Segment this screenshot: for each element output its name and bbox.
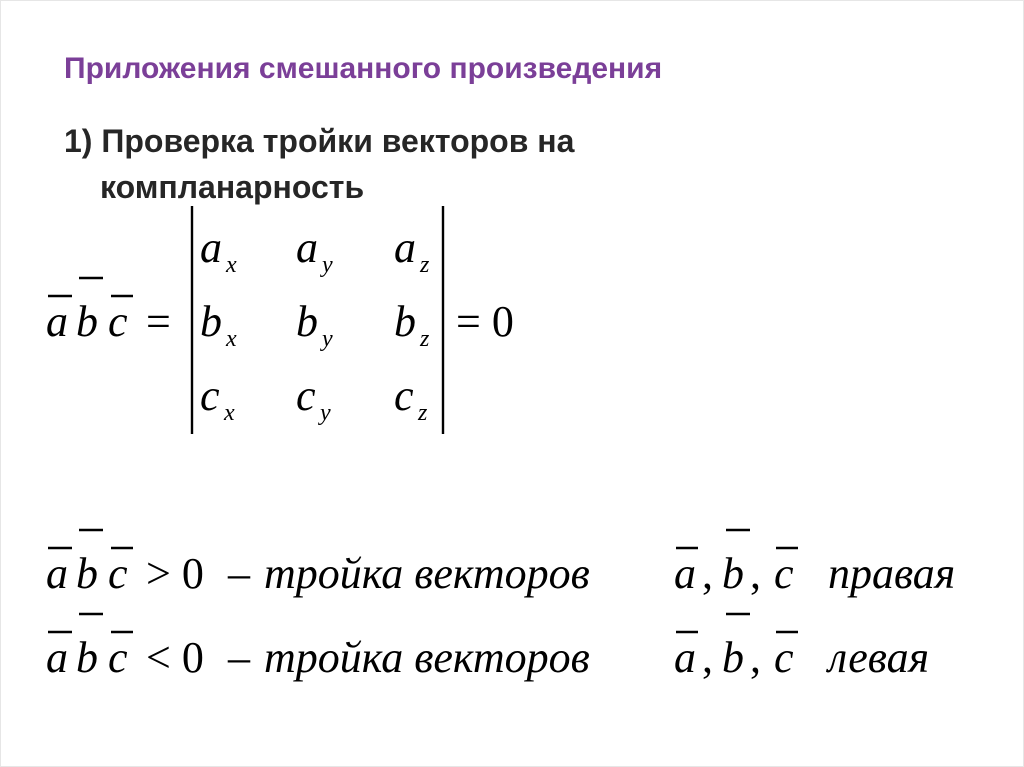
matrix-entry: c <box>200 371 220 420</box>
matrix-entry-subscript: y <box>320 400 331 426</box>
vector-b: b <box>76 633 98 682</box>
equals-zero: = 0 <box>456 297 514 346</box>
phrase-triple-of-vectors: тройка векторов <box>264 633 590 682</box>
matrix-entry-subscript: x <box>226 252 237 278</box>
vector-c: c <box>774 633 794 682</box>
phrase-triple-of-vectors: тройка векторов <box>264 549 590 598</box>
comma: , <box>702 633 713 682</box>
vector-b: b <box>76 549 98 598</box>
equals-sign: = <box>146 297 171 346</box>
list-item-1-line-2: компланарность <box>100 169 365 205</box>
matrix-entry-subscript: z <box>420 252 430 278</box>
determinant-formula <box>46 206 514 434</box>
vector-a: a <box>46 297 68 346</box>
matrix-entry-subscript: x <box>224 400 235 426</box>
matrix-entry: a <box>200 223 222 272</box>
matrix-entry-subscript: y <box>322 326 333 352</box>
vector-c: c <box>108 297 128 346</box>
matrix-entry-subscript: z <box>418 400 428 426</box>
lhs-triple-product <box>46 278 171 346</box>
condition-left-handed <box>46 614 929 682</box>
matrix-entry: b <box>394 297 416 346</box>
matrix-entry: a <box>296 223 318 272</box>
vector-a: a <box>674 633 696 682</box>
vector-a: a <box>46 633 68 682</box>
matrix-entry: c <box>296 371 316 420</box>
matrix-entry: b <box>200 297 222 346</box>
dash: – <box>228 633 250 682</box>
comma: , <box>750 633 761 682</box>
matrix-entry: c <box>394 371 414 420</box>
relation-less-zero: < 0 <box>146 633 204 682</box>
vector-c: c <box>108 633 128 682</box>
matrix-entry-subscript: y <box>322 252 333 278</box>
vector-b: b <box>722 633 744 682</box>
slide-title: Приложения смешанного произведения <box>64 52 663 85</box>
matrix-entry: b <box>296 297 318 346</box>
matrix-entry-subscript: z <box>420 326 430 352</box>
matrix-entry: a <box>394 223 416 272</box>
vector-a: a <box>46 549 68 598</box>
comma: , <box>702 549 713 598</box>
result-left: левая <box>828 633 930 682</box>
vector-b: b <box>76 297 98 346</box>
vector-b: b <box>722 549 744 598</box>
result-right: правая <box>828 549 956 598</box>
dash: – <box>228 549 250 598</box>
vector-c: c <box>774 549 794 598</box>
relation-greater-zero: > 0 <box>146 549 204 598</box>
vector-c: c <box>108 549 128 598</box>
matrix-entry-subscript: x <box>226 326 237 352</box>
comma: , <box>750 549 761 598</box>
vector-a: a <box>674 549 696 598</box>
list-item-1-line-1: 1) Проверка тройки векторов на <box>64 123 575 159</box>
condition-right-handed <box>46 530 955 598</box>
